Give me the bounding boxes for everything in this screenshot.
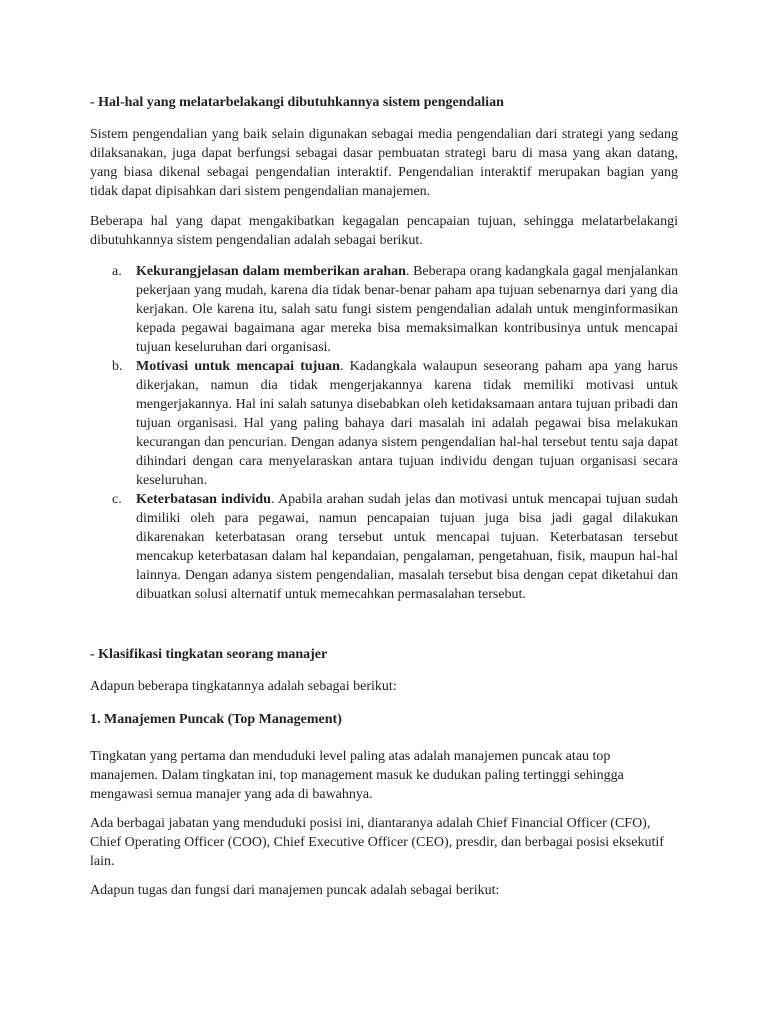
failure-causes-list [90,262,678,604]
list-item-text: . Beberapa orang kadangkala gagal menjalankan pekerjaan yang mudah, karena dia tidak benar-benar paham apa tujuan sebenarnya dari yang dia kerjakan. Ole karena itu, salah satu fungi sistem pengendalian adalah untuk menginformasikan kepada pegawai bagaimana agar mereka bisa memaksimalkan kontribusinya untuk mencapai tujuan keseluruhan dari organisasi. [136,264,678,355]
list-marker: a. [112,264,122,279]
section-heading-manager-levels: - Klasifikasi tingkatan seorang manajer [90,647,328,662]
list-item-term: Keterbatasan individu [136,492,271,507]
paragraph-levels-intro: Adapun beberapa tingkatannya adalah sebagai berikut: [90,679,397,694]
list-item [90,262,678,357]
paragraph-duties-intro: Adapun tugas dan fungsi dari manajemen puncak adalah sebagai berikut: [90,883,500,898]
list-item-text: . Apabila arahan sudah jelas dan motivasi untuk mencapai tujuan sudah dimiliki oleh para pegawai, namun pencapaian tujuan juga bisa jadi gagal dilakukan dikarenakan keterbatasan orang tersebut untuk mencapai tujuan. Keterbatasan tersebut mencakup keterbatasan dalam hal kepandaian, pengalaman, pengetahuan, fisik, maupun hal-hal lainnya. Dengan adanya sistem pengendalian, masalah tersebut bisa dengan cepat diketahui dan dibuatkan solusi alternatif untuk memecahkan permasalahan tersebut. [136,492,678,602]
list-item-term: Kekurangjelasan dalam memberikan arahan [136,264,406,279]
list-item-term: Motivasi untuk mencapai tujuan [136,359,340,374]
paragraph-failure-causes: Beberapa hal yang dapat mengakibatkan kegagalan pencapaian tujuan, sehingga melatarbelakangi dibutuhkannya sistem pengendalian adalah sebagai berikut. [90,214,678,248]
paragraph-interactive-control: Sistem pengendalian yang baik selain digunakan sebagai media pengendalian dari strategi yang sedang dilaksanakan, juga dapat berfungsi sebagai dasar pembuatan strategi baru di masa yang akan datang, yang biasa dikenal sebagai pengendalian interaktif. Pengendalian interaktif merupakan bagian yang tidak dapat dipisahkan dari sistem pengendalian manajemen. [90,127,678,199]
list-marker: b. [112,359,123,374]
list-marker: c. [112,492,122,507]
section-heading-control-background: - Hal-hal yang melatarbelakangi dibutuhkannya sistem pengendalian [90,95,504,110]
subheading-top-management: 1. Manajemen Puncak (Top Management) [90,712,342,727]
paragraph-top-management: Tingkatan yang pertama dan menduduki level paling atas adalah manajemen puncak atau top manajemen. Dalam tingkatan ini, top management masuk ke dudukan paling tertinggi sehingga mengawasi semua manajer yang ada di bawahnya. [90,749,624,802]
list-item [90,357,678,490]
paragraph-positions: Ada berbagai jabatan yang menduduki posisi ini, diantaranya adalah Chief Financial Officer (CFO), Chief Operating Officer (COO), Chief Executive Officer (CEO), presdir, dan berbagai posisi eksekutif lain. [90,816,664,869]
list-item-text: . Kadangkala walaupun seseorang paham apa yang harus dikerjakan, namun dia tidak mengerjakannya karena tidak memiliki motivasi untuk mengerjakannya. Hal ini salah satunya disebabkan oleh ketidaksamaan antara tujuan pribadi dan tujuan organisasi. Hal yang paling bahaya dari masalah ini adalah pegawai bisa melakukan kecurangan dan pencurian. Dengan adanya sistem pengendalian hal-hal tersebut tentu saja dapat dihindari dengan cara menyelaraskan antara tujuan individu dengan tujuan organisasi secara keseluruhan. [136,359,678,488]
list-item [90,490,678,604]
